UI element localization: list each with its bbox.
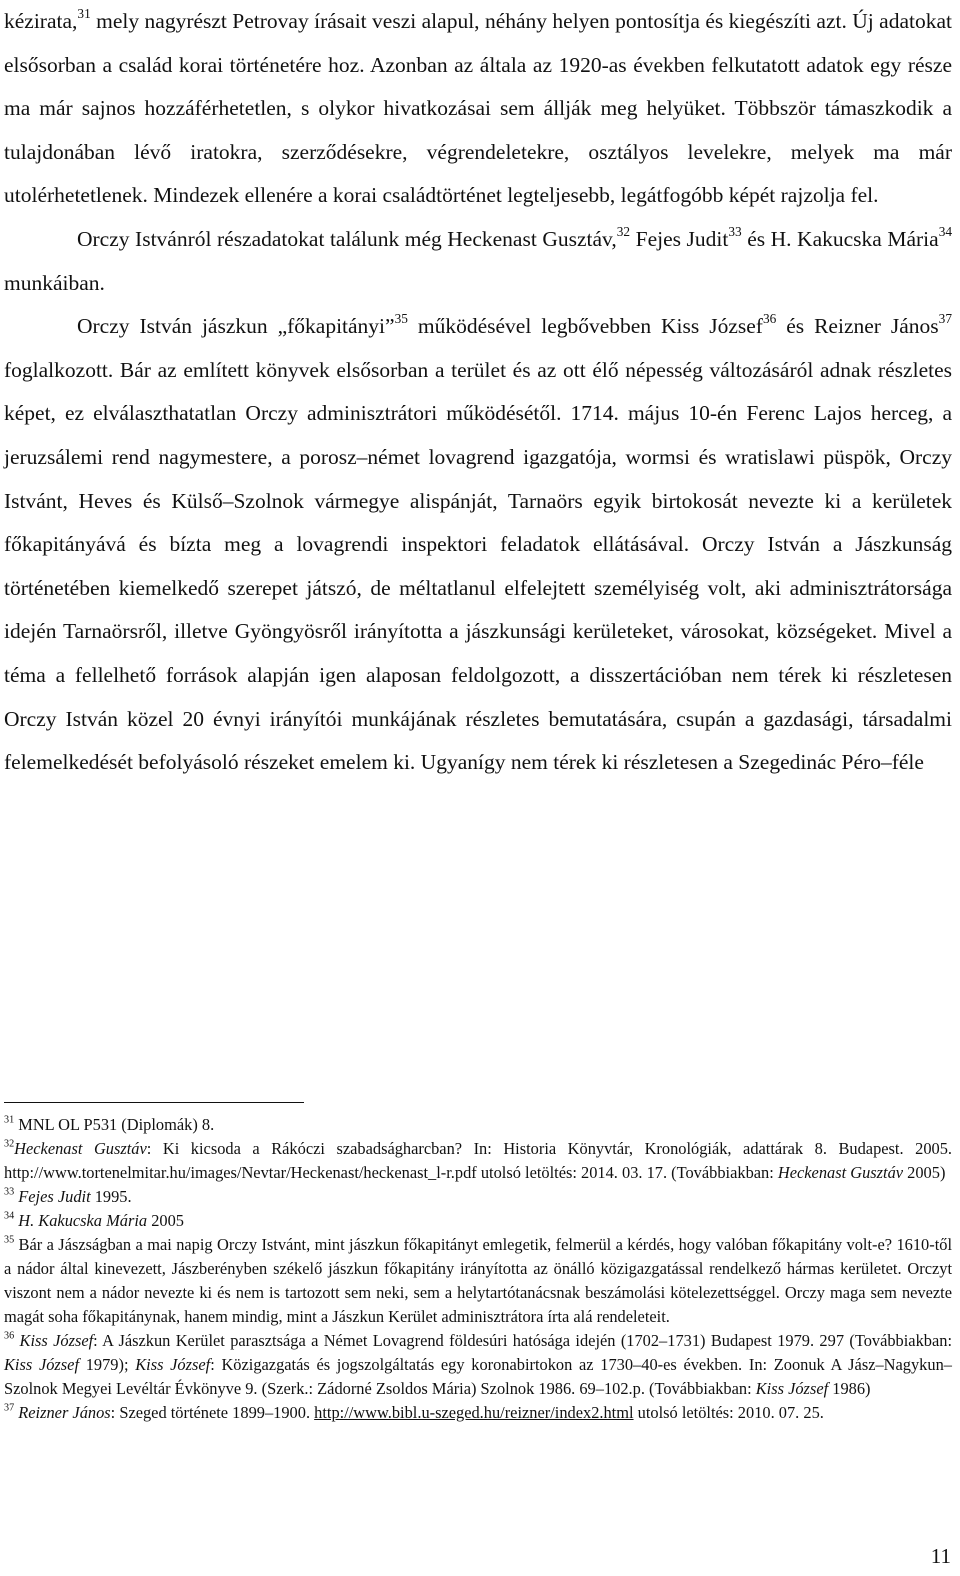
footnote-31 <box>4 1113 952 1137</box>
text-run: működésével legbővebben Kiss József <box>407 314 763 339</box>
footnote-ref: 35 <box>394 311 408 327</box>
text-run: 1979); <box>79 1355 136 1374</box>
author-name: Kiss József <box>135 1355 211 1374</box>
footnote-37 <box>4 1401 952 1425</box>
text-run: foglalkozott. Bár az említett könyvek elsősorban a terület és az ott élő népesség változásáról adnak részletes képet, ez elválaszthatatlan Orczy adminisztrátori működésétől. 1714. május 10-én Ferenc Lajos herceg, a jeruzsálemi rend nagymestere, a porosz–német lovagrend igazgatója, wormsi és wratislawi püspök, Orczy Istvánt, Heves és Külső–Szolnok vármegye alispánját, Tarnaörs egyik birtokosát nevezte ki a kerületek főkapitányává és bízta meg a lovagrendi inspektori feladatok ellátásával. Orczy István a Jászkunság történetében kiemelkedő szerepet játszó, de méltatlanul elfelejtett személyiség volt, aki adminisztrátorsága idején Tarnaörsről, illetve Gyöngyösről irányította a jászkunsági kerületeket, városokat, községeket. Mivel a téma a fellelhető források alapján igen alaposan feldolgozott, a disszertációban nem térek ki részletesen Orczy István közel 20 évnyi irányítói munkájának részletes bemutatására, csupán a gazdasági, társadalmi felemelkedését befolyásoló részeket emelem ki. Ugyanígy nem térek ki részletesen a Szegedinác Péro–féle <box>4 357 952 775</box>
footnotes <box>4 1113 952 1425</box>
text-run: MNL OL P531 (Diplomák) 8. <box>14 1115 215 1134</box>
footnote-separator <box>4 1102 304 1103</box>
footnote-number: 33 <box>4 1186 15 1198</box>
text-run: mely nagyrészt Petrovay írásait veszi alapul, néhány helyen pontosítja és kiegészíti azt. Új adatokat elsősorban a család korai történetére hoz. Azonban az általa az 1920-as években felkutatott adatok egy része ma már sajnos hozzáférhetetlen, s olykor hivatkozásai sem állják meg helyüket. Többször támaszkodik a tulajdonában lévő iratokra, szerződésekre, végrendeletekre, osztályos levelekre, melyek ma már utolérhetetlenek. Mindezek ellenére a korai családtörténet legteljesebb, legátfogóbb képét rajzolja fel. <box>4 9 952 208</box>
text-run: és H. Kakucska Mária <box>741 226 939 251</box>
paragraph <box>4 305 952 785</box>
footnote-number: 37 <box>4 1402 15 1414</box>
author-name: Kiss József <box>755 1379 829 1398</box>
text-run: utolsó letöltés: 2010. 07. 25. <box>633 1403 824 1422</box>
author-name: Kiss József <box>14 1331 94 1350</box>
author-name: Heckenast Gusztáv <box>777 1163 904 1182</box>
author-name: Kiss József <box>4 1355 79 1374</box>
text-run: : Szeged története 1899–1900. <box>110 1403 315 1422</box>
footnote-36 <box>4 1329 952 1401</box>
text-run: kézirata, <box>4 9 78 33</box>
footnote-ref: 31 <box>77 6 91 22</box>
author-name: Heckenast Gusztáv <box>14 1139 147 1158</box>
footnote-34 <box>4 1209 952 1233</box>
reference-link[interactable]: http://www.bibl.u-szeged.hu/reizner/index2.html <box>314 1403 634 1422</box>
footnote-number: 31 <box>4 1114 15 1126</box>
text-run: 1995. <box>90 1187 132 1206</box>
text-run: 2005 <box>147 1211 184 1230</box>
text-run: munkáiban. <box>4 270 105 295</box>
text-run: és Reizner János <box>776 314 939 339</box>
text-run: Orczy István jászkun „főkapitányi” <box>77 314 395 339</box>
text-run: Fejes Judit <box>630 226 729 251</box>
page-number: 11 <box>930 1544 951 1568</box>
text-run: Bár a Jászságban a mai napig Orczy Istvánt, mint jászkun főkapitányt emlegetik, felmerül a kérdés, hogy valóban főkapitány volt-e? 1610-től a nádor által kinevezett, Jászberényben székelő jászkun főkapitány irányította az önálló közigazgatással rendelkező hármas kerületet. Orczyt viszont nem a nádor nevezte ki és nem is tartozott sem neki, sem a helytartótanácsnak beszámolási kötelezettséggel. Orczy maga sem nevezte magát soha főkapitánynak, hanem mindig, mint a Jászkun Kerület adminisztrátora írta alá rendeleteit. <box>4 1235 952 1326</box>
text-run: : A Jászkun Kerület parasztsága a Német Lovagrend földesúri hatósága idején (1702–1731) Budapest 1979. 297 (Továbbiakban: <box>93 1331 952 1350</box>
footnote-number: 34 <box>4 1210 15 1222</box>
text-run: Orczy Istvánról részadatokat találunk még Heckenast Gusztáv, <box>77 226 617 251</box>
footnote-33 <box>4 1185 952 1209</box>
footnote-ref: 37 <box>938 311 952 327</box>
author-name: Reizner János <box>14 1403 111 1422</box>
text-run: : Ki kicsoda a Rákóczi szabadságharcban? In: Historia Könyvtár, Kronológiák, adattárak 8. Budapest. 2005. http://www.tortenelmitar.hu/images/Nevtar/Heckenast/heckenast_l-r.pdf utolsó letöltés: 2014. 03. 17. (Továbbiakban: <box>4 1139 953 1182</box>
footnote-35 <box>4 1233 952 1329</box>
author-name: Fejes Judit <box>14 1187 91 1206</box>
footnote-number: 32 <box>4 1138 15 1150</box>
text-run: 1986) <box>828 1379 871 1398</box>
text-run: : Közigazgatás és jogszolgáltatás egy koronabirtokon az 1730–40-es években. In: Zoonuk A Jász–Nagykun–Szolnok Megyei Levéltár Évkönyve 9. (Szerk.: Zádorné Zsoldos Mária) Szolnok 1986. 69–102.p. (Továbbiakban: <box>4 1355 952 1398</box>
author-name: H. Kakucska Mária <box>14 1211 148 1230</box>
footnote-ref: 36 <box>762 311 777 327</box>
footnote-number: 36 <box>4 1330 15 1342</box>
footnote-number: 35 <box>4 1234 15 1246</box>
footnote-32 <box>4 1137 952 1185</box>
footnote-ref: 33 <box>728 223 742 239</box>
footnote-ref: 32 <box>616 223 631 239</box>
text-run: 2005) <box>903 1163 946 1182</box>
main-text <box>4 0 952 785</box>
paragraph <box>4 218 952 305</box>
footnote-ref: 34 <box>938 223 953 239</box>
paragraph <box>4 0 952 218</box>
